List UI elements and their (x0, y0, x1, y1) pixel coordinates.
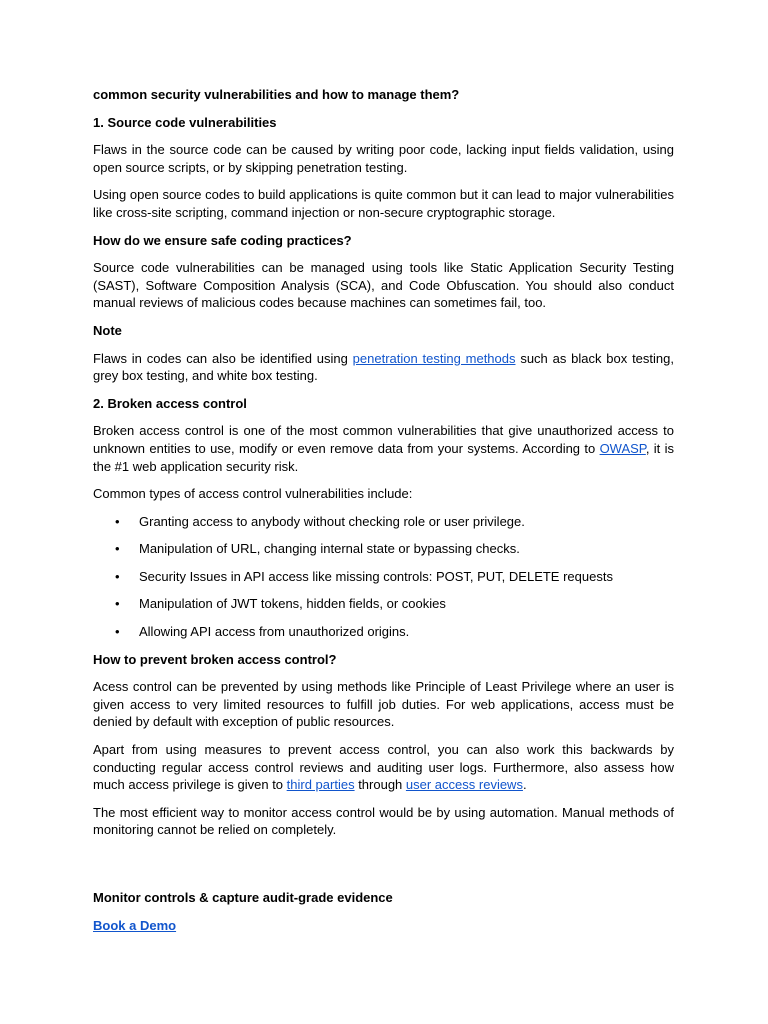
note-paragraph (93, 350, 674, 385)
section-heading-source-code: 1. Source code vulnerabilities (93, 114, 277, 130)
bullet-icon: • (115, 596, 120, 612)
penetration-testing-link[interactable]: penetration testing methods (352, 350, 516, 366)
list-item (93, 595, 674, 613)
note-label: Note (93, 322, 122, 338)
bullet-icon: • (115, 568, 120, 584)
book-demo-link[interactable]: Book a Demo (93, 917, 177, 933)
cta-link-row (93, 917, 674, 935)
cta-heading: Monitor controls & capture audit-grade evidence (93, 890, 393, 905)
text: , it is the #1 web application security risk. (93, 440, 674, 474)
list-item-text: Granting access to anybody without checking role or user privilege. (139, 513, 525, 529)
third-parties-link[interactable]: third parties (286, 777, 355, 793)
paragraph: Flaws in the source code can be caused by writing poor code, lacking input fields validation, using open source scripts, or by skipping penetration testing. (93, 142, 674, 175)
text: through (354, 777, 406, 793)
paragraph: Source code vulnerabilities can be managed using tools like Static Application Security Testing (SAST), Software Composition Analysis (SCA), and Code Obfuscation. You should also conduct manual reviews of malicious codes because machines can sometimes fail, too. (93, 260, 674, 311)
paragraph (93, 422, 674, 475)
list-item (93, 623, 674, 641)
paragraph: Using open source codes to build applications is quite common but it can lead to major vulnerabilities like cross-site scripting, command injection or non-secure cryptographic storage. (93, 187, 674, 220)
subheading-prevent-access-control: How to prevent broken access control? (93, 651, 337, 667)
paragraph: The most efficient way to monitor access control would be by using automation. Manual methods of monitoring cannot be relied on completely. (93, 804, 674, 838)
owasp-link[interactable]: OWASP (599, 440, 646, 456)
text: Apart from using measures to prevent access control, you can also work this backwards by conducting regular access control reviews and auditing user logs. Furthermore, also assess how much access privilege is given to (93, 742, 674, 793)
text: . (522, 777, 527, 793)
text: Flaws in codes can also be identified using (93, 350, 353, 366)
list-intro: Common types of access control vulnerabilities include: (93, 486, 413, 502)
vulnerability-list (93, 513, 674, 641)
document-title: common security vulnerabilities and how to manage them? (93, 87, 460, 102)
spacer (93, 849, 674, 889)
section-heading-access-control: 2. Broken access control (93, 395, 247, 411)
paragraph: Acess control can be prevented by using methods like Principle of Least Privilege where an user is given access to very limited resources to fulfill job duties. For web applications, access must be denied by default with exception of public resources. (93, 679, 674, 730)
bullet-icon: • (115, 541, 120, 557)
list-item-text: Manipulation of URL, changing internal state or bypassing checks. (139, 541, 520, 557)
list-item (93, 540, 674, 558)
list-item (93, 568, 674, 586)
bullet-icon: • (115, 513, 120, 529)
user-access-reviews-link[interactable]: user access reviews (405, 777, 523, 793)
subheading-safe-coding: How do we ensure safe coding practices? (93, 232, 352, 248)
list-item-text: Allowing API access from unauthorized origins. (139, 624, 410, 640)
document-body (93, 86, 674, 944)
list-item (93, 513, 674, 531)
paragraph (93, 741, 674, 794)
text: Broken access control is one of the most common vulnerabilities that give unauthorized access to unknown entities to use, modify or even remove data from your systems. According to (93, 423, 674, 456)
list-item-text: Manipulation of JWT tokens, hidden fields, or cookies (139, 596, 446, 612)
list-item-text: Security Issues in API access like missing controls: POST, PUT, DELETE requests (139, 568, 613, 584)
bullet-icon: • (115, 624, 120, 640)
text: such as black box testing, grey box testing, and white box testing. (93, 350, 674, 384)
